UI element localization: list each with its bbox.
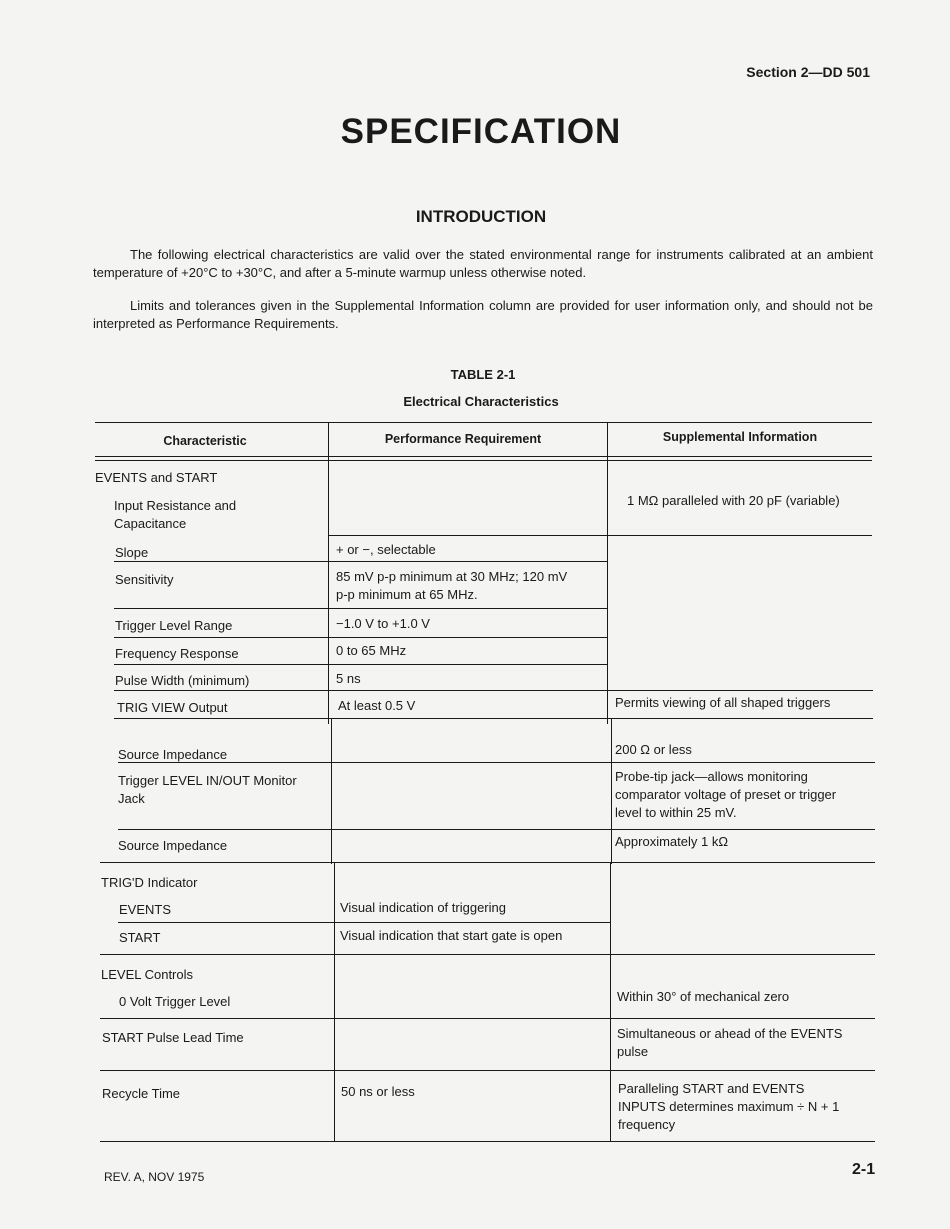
table-cell-characteristic: 0 Volt Trigger Level: [119, 994, 231, 1009]
table-cell-performance: 85 mV p-p minimum at 30 MHz; 120 mV p-p minimum at 65 MHz.: [336, 569, 568, 602]
table-cell-performance: −1.0 V to +1.0 V: [336, 616, 430, 631]
table-cell-characteristic: EVENTS and START: [95, 470, 218, 485]
table-cell-characteristic: Recycle Time: [102, 1086, 181, 1101]
table-cell-performance: Visual indication of triggering: [340, 900, 506, 915]
table-rule: [114, 561, 607, 562]
table-rule: [100, 1141, 875, 1142]
table-cell-performance: Visual indication that start gate is open: [340, 928, 563, 943]
column-header-performance: Performance Requirement: [384, 432, 542, 446]
table-rule: [95, 422, 872, 423]
table-rule: [95, 456, 872, 457]
intro-heading: INTRODUCTION: [415, 207, 547, 226]
table-number: TABLE 2-1: [450, 367, 516, 382]
table-cell-characteristic: Frequency Response: [115, 646, 239, 661]
column-divider: [331, 718, 332, 864]
page-number: 2-1: [852, 1161, 876, 1178]
table-rule: [100, 1018, 875, 1019]
table-cell-characteristic: Pulse Width (minimum): [115, 673, 250, 688]
table-cell-characteristic: EVENTS: [119, 902, 172, 917]
column-header-characteristic: Characteristic: [163, 434, 247, 448]
table-cell-performance: 50 ns or less: [341, 1084, 415, 1099]
table-cell-performance: At least 0.5 V: [338, 698, 416, 713]
column-header-supplemental: Supplemental Information: [662, 430, 818, 444]
table-cell-supplemental: Paralleling START and EVENTS INPUTS determines maximum ÷ N + 1 frequency: [618, 1081, 840, 1132]
page-title: SPECIFICATION: [340, 112, 622, 151]
table-rule: [100, 954, 875, 955]
column-divider: [607, 422, 608, 724]
column-divider: [611, 718, 612, 864]
table-cell-characteristic: LEVEL Controls: [101, 967, 194, 982]
table-rule: [114, 664, 607, 665]
table-cell-performance: 5 ns: [336, 671, 361, 686]
table-rule: [100, 1070, 875, 1071]
table-rule: [114, 690, 873, 691]
table-cell-characteristic: Trigger Level Range: [115, 618, 233, 633]
table-rule: [328, 535, 872, 536]
table-rule: [118, 762, 875, 763]
column-divider: [328, 422, 329, 724]
table-caption: Electrical Characteristics: [403, 394, 559, 409]
section-label: Section 2—DD 501: [746, 64, 870, 80]
table-rule: [95, 460, 872, 461]
column-divider: [610, 862, 611, 1142]
table-cell-supplemental: Probe-tip jack—allows monitoring comparator voltage of preset or trigger level to within 25 mV.: [615, 769, 837, 820]
table-rule: [114, 637, 607, 638]
table-cell-performance: 0 to 65 MHz: [336, 643, 407, 658]
table-rule: [114, 718, 873, 719]
revision-note: REV. A, NOV 1975: [104, 1170, 205, 1184]
table-cell-supplemental: 200 Ω or less: [615, 742, 692, 757]
table-cell-supplemental: Approximately 1 kΩ: [615, 834, 729, 849]
table-rule: [118, 829, 875, 830]
table-cell-characteristic: Sensitivity: [115, 572, 174, 587]
table-cell-characteristic: START Pulse Lead Time: [102, 1030, 244, 1045]
column-divider: [334, 862, 335, 1142]
table-cell-characteristic: Input Resistance and Capacitance: [114, 498, 237, 531]
table-cell-supplemental: Within 30° of mechanical zero: [617, 989, 790, 1004]
table-rule: [114, 608, 607, 609]
table-rule: [118, 922, 610, 923]
table-rule: [100, 862, 875, 863]
table-cell-characteristic: TRIG'D Indicator: [101, 875, 198, 890]
intro-paragraph-2: Limits and tolerances given in the Supplemental Information column are provided for user information only, and should not be interpreted as Performance Requirements.: [93, 298, 873, 331]
table-cell-characteristic: START: [119, 930, 161, 945]
table-cell-supplemental: Permits viewing of all shaped triggers: [615, 695, 831, 710]
table-cell-characteristic: Trigger LEVEL IN/OUT Monitor Jack: [118, 773, 297, 806]
intro-paragraph-1: The following electrical characteristics are valid over the stated environmental range for instruments calibrated at an ambient temperature of +20°C to +30°C, and after a 5-minute warmup unless otherwise noted.: [93, 247, 873, 280]
table-cell-characteristic: Source Impedance: [118, 747, 228, 762]
table-cell-characteristic: Source Impedance: [118, 838, 228, 853]
table-cell-performance: + or −, selectable: [336, 542, 436, 557]
table-cell-characteristic: TRIG VIEW Output: [117, 700, 228, 715]
table-cell-supplemental: 1 MΩ paralleled with 20 pF (variable): [627, 493, 840, 508]
table-cell-supplemental: Simultaneous or ahead of the EVENTS pulse: [617, 1026, 843, 1059]
table-cell-characteristic: Slope: [115, 545, 149, 560]
